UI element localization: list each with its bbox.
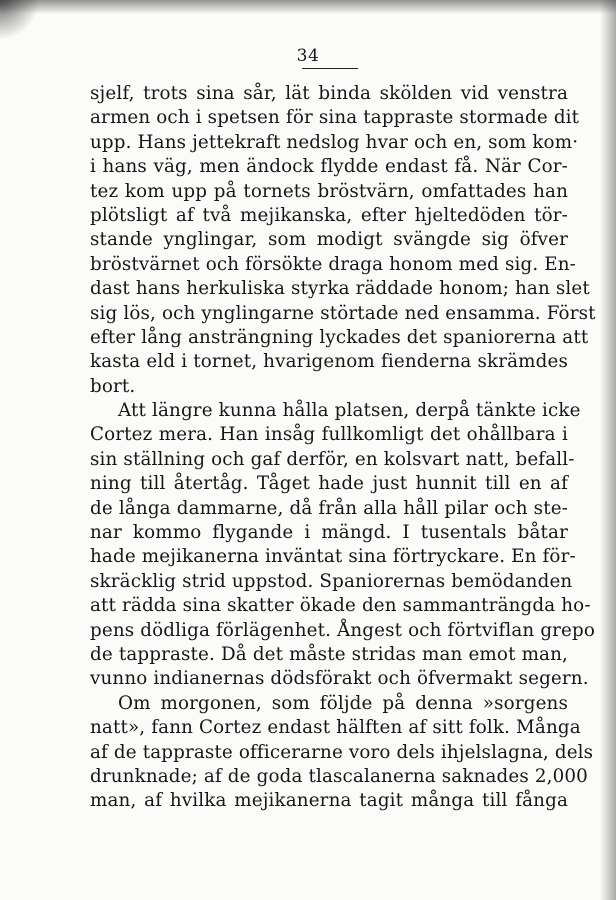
text-line: tez kom upp på tornets bröstvärn, omfattades han [90,180,568,202]
text-line: ning till återtåg. Tåget hade just hunnit till en af [90,473,568,495]
text-line: Att längre kunna hålla platsen, derpå tänkte icke [118,400,581,422]
text-line: Cortez mera. Han insåg fullkomligt det ohållbara i [90,424,568,446]
text-line: drunknade; af de goda tlascalanerna saknades 2,000 [90,765,588,787]
text-line: sjelf, trots sina sår, lät binda skölden vid venstra [90,83,568,104]
text-line: natt», fann Cortez endast hälften af sitt folk. Många [90,717,581,739]
text-line: skräcklig strid uppstod. Spaniorernas bemödanden [90,570,573,592]
page-number: 34 [296,46,320,66]
text-line: stande ynglingar, som modigt svängde sig öfver [90,229,568,251]
text-line: i hans väg, men ändock flydde endast få. När Cor- [90,156,568,178]
text-line: hade mejikanerna inväntat sina förtryckare. En för- [90,546,576,568]
text-line: de långa dammarne, då från alla håll pilar och ste- [90,497,568,519]
body-text [90,82,596,814]
text-line: kasta eld i tornet, hvarigenom fienderna skrämdes [90,351,568,373]
text-line: sin ställning och gaf derför, en kolsvart natt, befall- [90,448,575,470]
text-line: efter lång ansträngning lyckades det spaniorerna att [90,326,589,348]
text-line: plötsligt af två mejikanska, efter hjeltedöden tör- [90,204,568,226]
text-line: vunno indianernas dödsförakt och öfvermakt segern. [90,668,589,690]
text-line: att rädda sina skatter ökade den sammanträngda ho- [90,595,591,617]
text-line: dast hans herkuliska styrka räddade honom; han slet [90,278,590,300]
scan-shadow-top [0,0,616,14]
page-number-rule [302,68,358,69]
text-line: nar kommo flygande i mängd. I tusentals båtar [90,522,568,544]
text-line: armen och i spetsen för sina tappraste stormade dit [90,107,580,129]
text-line: bort. [90,375,136,397]
text-line: pens dödliga förlägenhet. Ångest och förtviflan grepo [90,619,596,641]
text-line: upp. Hans jettekraft nedslog hvar och en, som kom· [90,131,579,153]
scan-shadow-right [600,0,616,900]
text-line: Om morgonen, som följde på denna »sorgens [118,692,568,714]
text-line: bröstvärnet och försökte draga honom med sig. En- [90,253,577,275]
text-line: sig lös, och ynglingarne störtade ned ensamma. Först [90,302,596,324]
text-line: af de tappraste officerarne voro dels ihjelslagna, dels [90,741,594,763]
scan-shadow-corner [0,0,40,40]
text-line: de tappraste. Då det måste stridas man emot man, [90,643,568,665]
text-line: man, af hvilka mejikanerna tagit många till fånga [90,790,568,812]
